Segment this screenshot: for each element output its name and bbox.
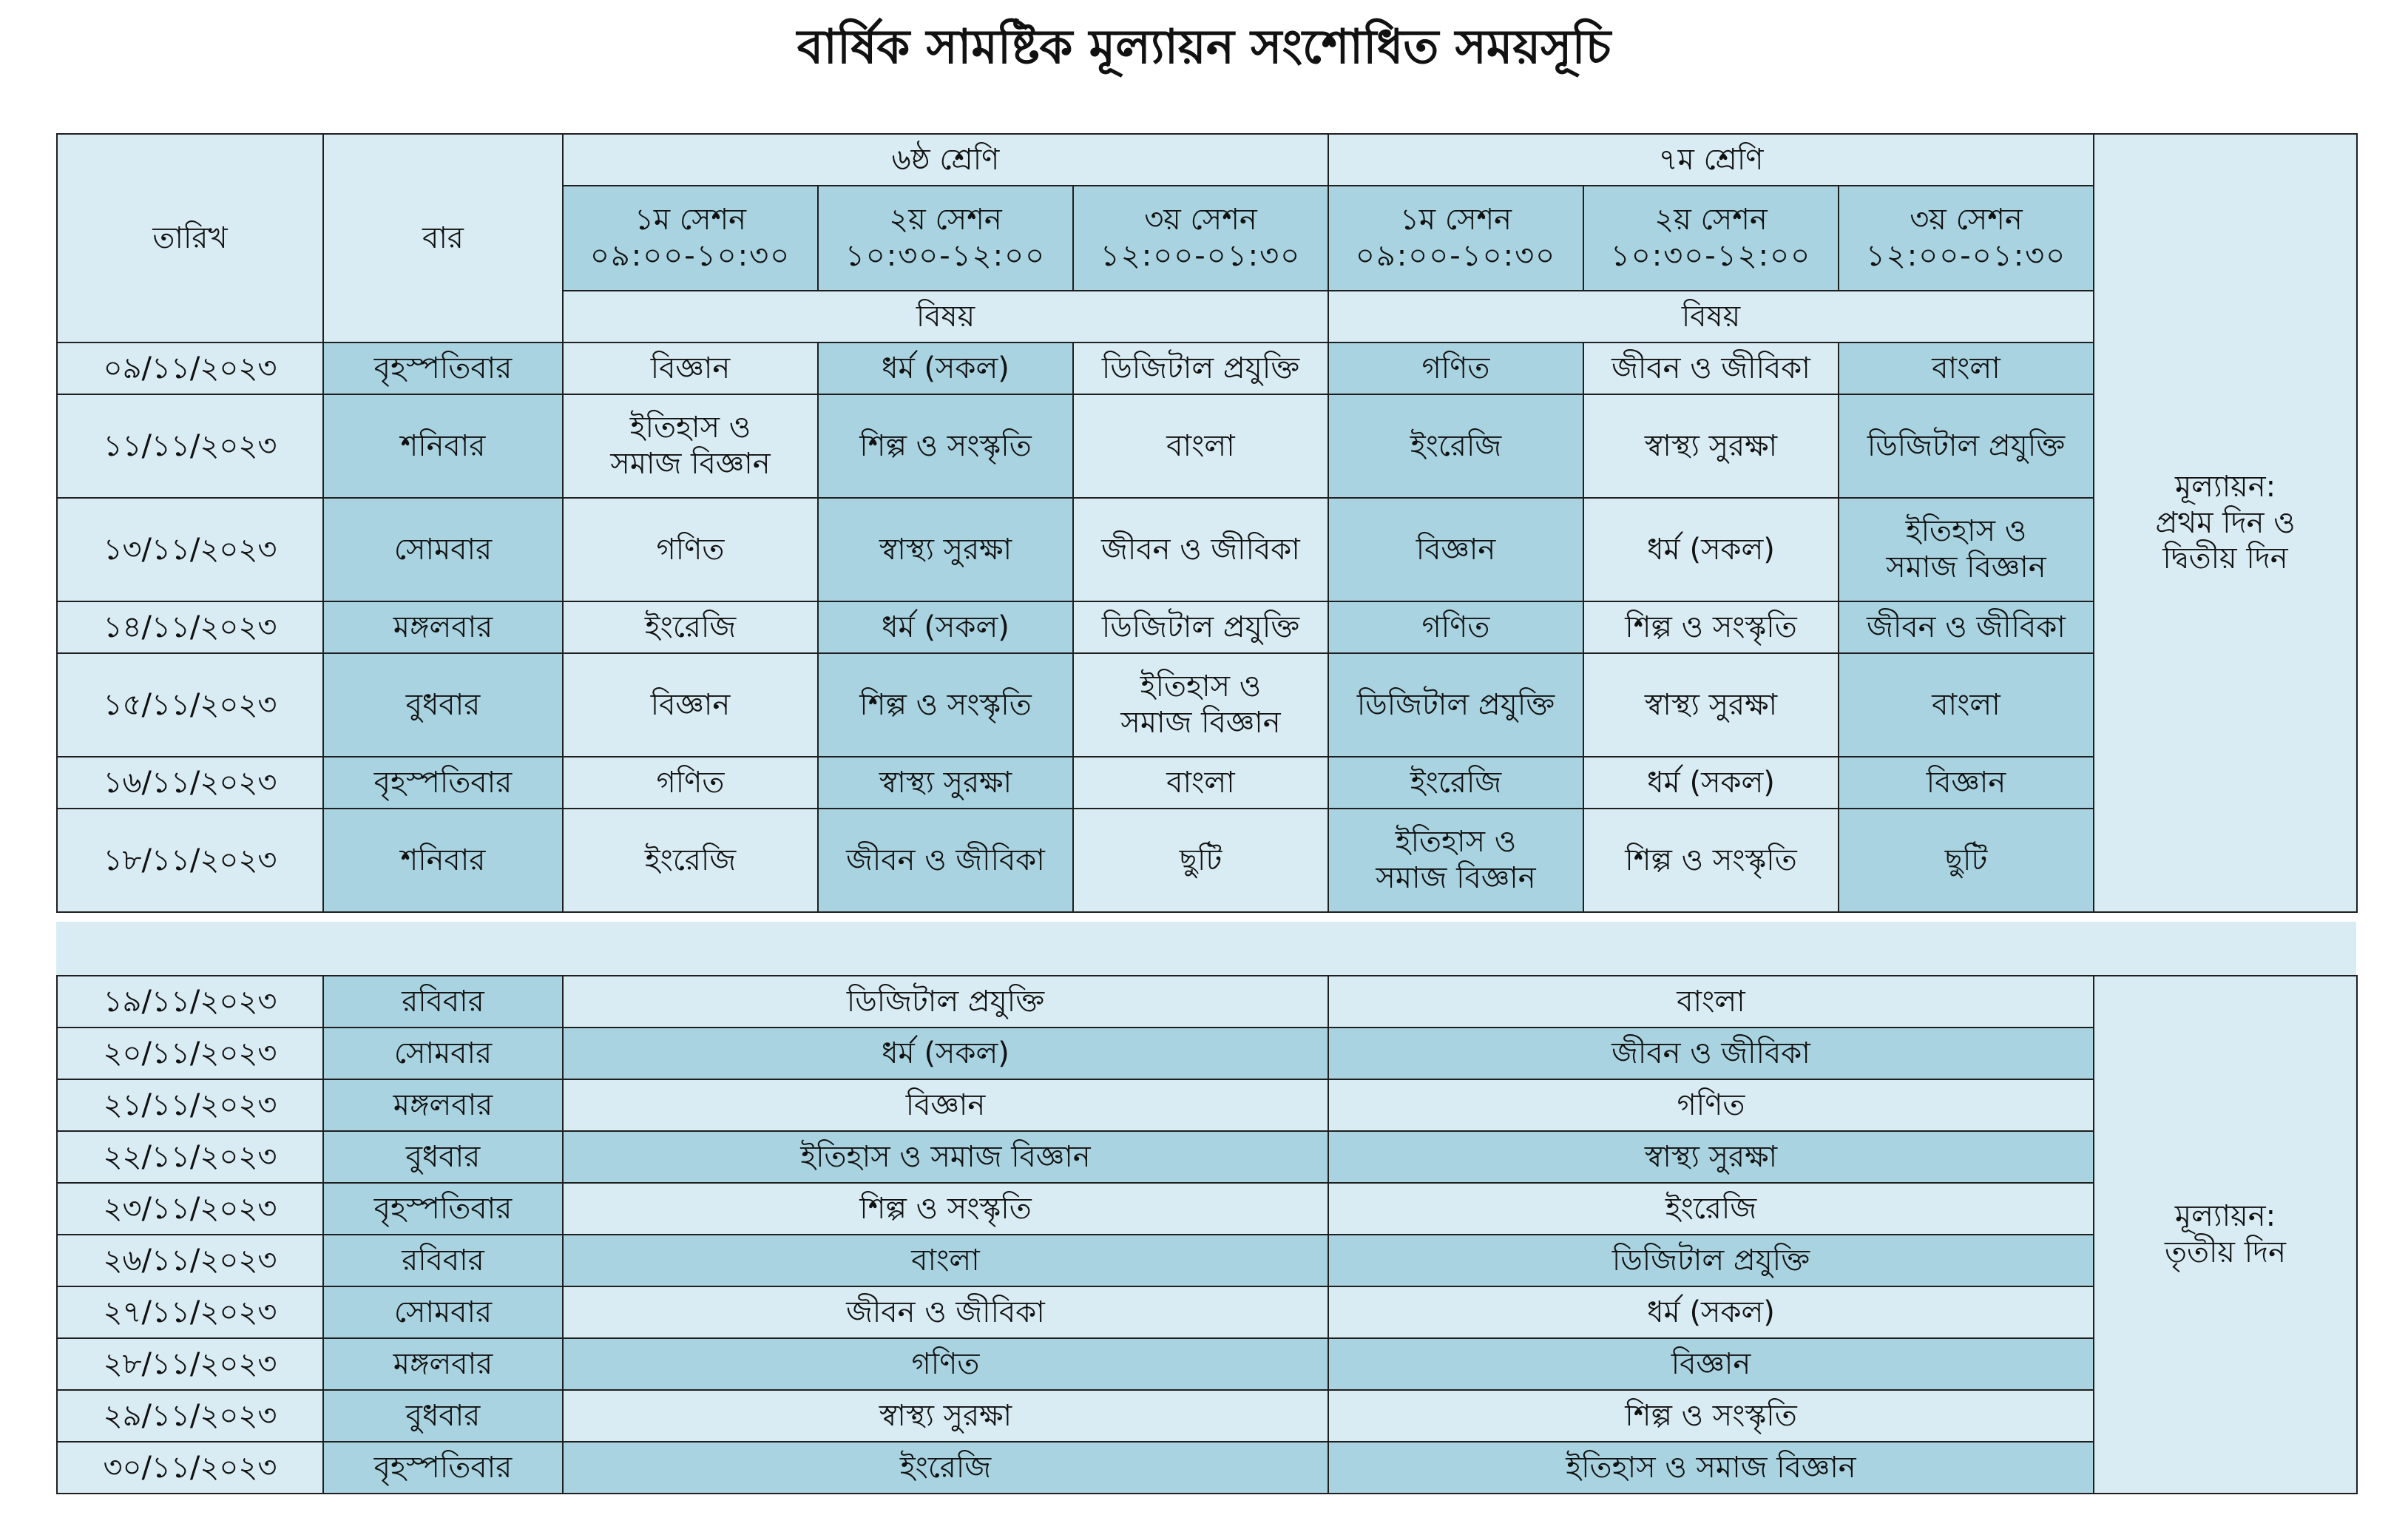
class7-header: ৭ম শ্রেণি [1328,134,2094,186]
cell-line: ছুটি [1179,843,1222,877]
subject-cell-class7 [1839,757,2094,809]
subject-cell-class7 [1328,757,1583,809]
date-cell: ২৬/১১/২০২৩ [57,1235,323,1286]
subject-cell-class7 [1839,343,2094,394]
schedule-table-part1 [56,133,2358,913]
cell-line: ইংরেজি [1410,765,1502,800]
cell-line: শিল্প ও সংস্কৃতি [1625,843,1797,877]
date-cell: ২৩/১১/২০২৩ [57,1183,323,1235]
date-cell: ২১/১১/২০২৩ [57,1079,323,1131]
day-cell: সোমবার [323,1286,563,1338]
class6-header: ৬ষ্ঠ শ্রেণি [563,134,1328,186]
cell-line: বাংলা [1166,428,1235,463]
schedule-body-part1 [57,134,2357,912]
subject-header-class6: বিষয় [563,291,1328,343]
table-row [57,1183,2357,1235]
cell-line: শিল্প ও সংস্কৃতি [859,687,1032,722]
subject-cell-class7: বাংলা [1328,976,2094,1028]
subject-cell-class6 [563,601,818,653]
day-cell: মঙ্গলবার [323,1079,563,1131]
session-header-6-3: ৩য় সেশন ১২:০০-০১:৩০ [1073,186,1328,291]
subject-cell-class6: স্বাস্থ্য সুরক্ষা [563,1390,1328,1442]
table-row [57,1028,2357,1079]
remark-line: তৃতীয় দিন [2164,1235,2287,1269]
subject-cell-class6: ধর্ম (সকল) [563,1028,1328,1079]
cell-line: বাংলা [1932,351,2001,385]
day-cell: বুধবার [323,1390,563,1442]
cell-line: ডিজিটাল প্রযুক্তি [1101,610,1300,644]
cell-line: সমাজ বিজ্ঞান [610,447,771,481]
subject-cell-class6: বিজ্ঞান [563,1079,1328,1131]
day-cell: শনিবার [323,394,563,498]
subject-cell-class6 [818,757,1073,809]
cell-line: সমাজ বিজ্ঞান [1120,706,1281,740]
date-cell: ১১/১১/২০২৩ [57,394,323,498]
remark-cell-part1 [2094,134,2357,912]
day-cell: মঙ্গলবার [323,1338,563,1390]
cell-line: ধর্ম (সকল) [882,610,1009,644]
day-cell: বৃহস্পতিবার [323,1183,563,1235]
table-row [57,394,2357,498]
day-cell: বৃহস্পতিবার [323,343,563,394]
subject-cell-class7: ধর্ম (সকল) [1328,1286,2094,1338]
cell-line: গণিত [1421,610,1490,644]
subject-cell-class6 [818,343,1073,394]
cell-line: ডিজিটাল প্রযুক্তি [1867,428,2066,463]
subject-cell-class7 [1839,601,2094,653]
cell-line: স্বাস্থ্য সুরক্ষা [879,765,1012,800]
subject-cell-class6: ইতিহাস ও সমাজ বিজ্ঞান [563,1131,1328,1183]
subject-cell-class6 [563,653,818,757]
subject-cell-class7: জীবন ও জীবিকা [1328,1028,2094,1079]
cell-line: ইংরেজি [1410,428,1502,463]
subject-cell-class7 [1583,757,1839,809]
table-row [57,1390,2357,1442]
subject-cell-class6 [563,343,818,394]
cell-line: ইতিহাস ও [1905,514,2027,549]
table-row [57,1286,2357,1338]
cell-line: জীবন ও জীবিকা [1867,610,2066,644]
subject-cell-class6 [818,653,1073,757]
cell-line: গণিত [656,532,725,567]
table-row [57,1079,2357,1131]
table-row [57,601,2357,653]
session-header-6-1: ১ম সেশন ০৯:০০-১০:৩০ [563,186,818,291]
date-cell: ২৯/১১/২০২৩ [57,1390,323,1442]
cell-line: জীবন ও জীবিকা [1611,351,1810,385]
page-title: বার্ষিক সামষ্টিক মূল্যায়ন সংশোধিত সময়সূচি [797,20,1611,75]
session-header-7-3: ৩য় সেশন ১২:০০-০১:৩০ [1839,186,2094,291]
subject-cell-class6 [563,498,818,601]
subject-cell-class6: জীবন ও জীবিকা [563,1286,1328,1338]
subject-cell-class6: শিল্প ও সংস্কৃতি [563,1183,1328,1235]
day-cell: বুধবার [323,653,563,757]
subject-cell-class7 [1328,498,1583,601]
cell-line: জীবন ও জীবিকা [1101,532,1300,567]
cell-line: ধর্ম (সকল) [882,351,1009,385]
subject-cell-class6 [563,757,818,809]
session-header-6-2: ২য় সেশন ১০:৩০-১২:০০ [818,186,1073,291]
table-row [57,1442,2357,1494]
subject-cell-class7 [1328,601,1583,653]
cell-line: বিজ্ঞান [650,351,731,385]
schedule-table-part2 [56,975,2358,1494]
cell-line: সমাজ বিজ্ঞান [1886,550,2046,584]
remark-line: দ্বিতীয় দিন [2162,541,2288,576]
subject-cell-class7: ডিজিটাল প্রযুক্তি [1328,1235,2094,1286]
date-cell: ১৮/১১/২০২৩ [57,809,323,912]
section-gap [56,922,2356,975]
day-header: বার [323,134,563,343]
cell-line: শিল্প ও সংস্কৃতি [859,428,1032,463]
subject-cell-class6 [1073,757,1328,809]
cell-line: ডিজিটাল প্রযুক্তি [1101,351,1300,385]
subject-cell-class6 [1073,601,1328,653]
date-cell: ৩০/১১/২০২৩ [57,1442,323,1494]
subject-cell-class6 [1073,809,1328,912]
table-row [57,976,2357,1028]
cell-line: ইংরেজি [644,610,737,644]
subject-cell-class6 [1073,343,1328,394]
subject-cell-class7 [1839,653,2094,757]
cell-line: গণিত [1421,351,1490,385]
cell-line: সমাজ বিজ্ঞান [1376,861,1536,895]
cell-line: ইংরেজি [644,843,737,877]
cell-line: বিজ্ঞান [650,687,731,722]
subject-cell-class6 [1073,653,1328,757]
subject-cell-class7 [1583,343,1839,394]
date-cell: ০৯/১১/২০২৩ [57,343,323,394]
day-cell: শনিবার [323,809,563,912]
cell-line: বাংলা [1932,687,2001,722]
subject-cell-class7 [1583,601,1839,653]
date-cell: ১৬/১১/২০২৩ [57,757,323,809]
day-cell: মঙ্গলবার [323,601,563,653]
cell-line: ইতিহাস ও [1140,669,1262,704]
table-row [57,1235,2357,1286]
session-header-7-1: ১ম সেশন ০৯:০০-১০:৩০ [1328,186,1583,291]
cell-line: জীবন ও জীবিকা [846,843,1045,877]
subject-cell-class7 [1328,809,1583,912]
cell-line: ধর্ম (সকল) [1647,532,1775,567]
subject-cell-class6 [1073,394,1328,498]
subject-cell-class6: ডিজিটাল প্রযুক্তি [563,976,1328,1028]
date-cell: ১৯/১১/২০২৩ [57,976,323,1028]
cell-line: স্বাস্থ্য সুরক্ষা [1644,428,1778,463]
date-cell: ১৩/১১/২০২৩ [57,498,323,601]
cell-line: ইতিহাস ও [629,411,751,445]
date-cell: ২৭/১১/২০২৩ [57,1286,323,1338]
date-cell: ২০/১১/২০২৩ [57,1028,323,1079]
subject-cell-class6: ইংরেজি [563,1442,1328,1494]
day-cell: বুধবার [323,1131,563,1183]
remark-line: মূল্যায়ন: [2174,1199,2276,1234]
cell-line: স্বাস্থ্য সুরক্ষা [879,532,1012,567]
subject-cell-class7 [1583,809,1839,912]
subject-cell-class6 [1073,498,1328,601]
day-cell: রবিবার [323,1235,563,1286]
subject-cell-class7: ইংরেজি [1328,1183,2094,1235]
subject-cell-class6 [818,809,1073,912]
subject-cell-class7: বিজ্ঞান [1328,1338,2094,1390]
cell-line: ছুটি [1944,843,1988,877]
cell-line: ডিজিটাল প্রযুক্তি [1356,687,1555,722]
cell-line: বিজ্ঞান [1926,765,2006,800]
cell-line: গণিত [656,765,725,800]
subject-cell-class7: গণিত [1328,1079,2094,1131]
date-cell: ১৫/১১/২০২৩ [57,653,323,757]
table-row [57,343,2357,394]
cell-line: স্বাস্থ্য সুরক্ষা [1644,687,1778,722]
subject-cell-class6 [563,809,818,912]
subject-cell-class7: ইতিহাস ও সমাজ বিজ্ঞান [1328,1442,2094,1494]
remark-cell-part2 [2094,976,2357,1494]
table-row [57,809,2357,912]
subject-cell-class7 [1839,498,2094,601]
subject-cell-class7 [1839,809,2094,912]
subject-cell-class7 [1328,394,1583,498]
table-row [57,653,2357,757]
subject-cell-class7 [1583,394,1839,498]
subject-cell-class7 [1583,498,1839,601]
table-row [57,757,2357,809]
cell-line: শিল্প ও সংস্কৃতি [1625,610,1797,644]
remark-line: প্রথম দিন ও [2155,505,2296,540]
subject-cell-class7 [1328,653,1583,757]
subject-cell-class7: শিল্প ও সংস্কৃতি [1328,1390,2094,1442]
date-cell: ২২/১১/২০২৩ [57,1131,323,1183]
schedule-body-part2 [57,976,2357,1494]
day-cell: সোমবার [323,498,563,601]
date-cell: ২৮/১১/২০২৩ [57,1338,323,1390]
cell-line: বাংলা [1166,765,1235,800]
date-header: তারিখ [57,134,323,343]
session-header-7-2: ২য় সেশন ১০:৩০-১২:০০ [1583,186,1839,291]
day-cell: রবিবার [323,976,563,1028]
subject-cell-class7 [1328,343,1583,394]
subject-cell-class7 [1583,653,1839,757]
subject-cell-class7 [1839,394,2094,498]
table-row [57,1338,2357,1390]
subject-cell-class6: গণিত [563,1338,1328,1390]
subject-header-class7: বিষয় [1328,291,2094,343]
cell-line: ধর্ম (সকল) [1647,765,1775,800]
day-cell: সোমবার [323,1028,563,1079]
subject-cell-class6: বাংলা [563,1235,1328,1286]
cell-line: বিজ্ঞান [1416,532,1496,567]
date-cell: ১৪/১১/২০২৩ [57,601,323,653]
table-row [57,498,2357,601]
subject-cell-class7: স্বাস্থ্য সুরক্ষা [1328,1131,2094,1183]
remark-line: মূল্যায়ন: [2174,469,2276,504]
day-cell: বৃহস্পতিবার [323,757,563,809]
day-cell: বৃহস্পতিবার [323,1442,563,1494]
subject-cell-class6 [818,601,1073,653]
subject-cell-class6 [818,394,1073,498]
subject-cell-class6 [818,498,1073,601]
cell-line: ইতিহাস ও [1395,825,1517,860]
table-row [57,1131,2357,1183]
subject-cell-class6 [563,394,818,498]
